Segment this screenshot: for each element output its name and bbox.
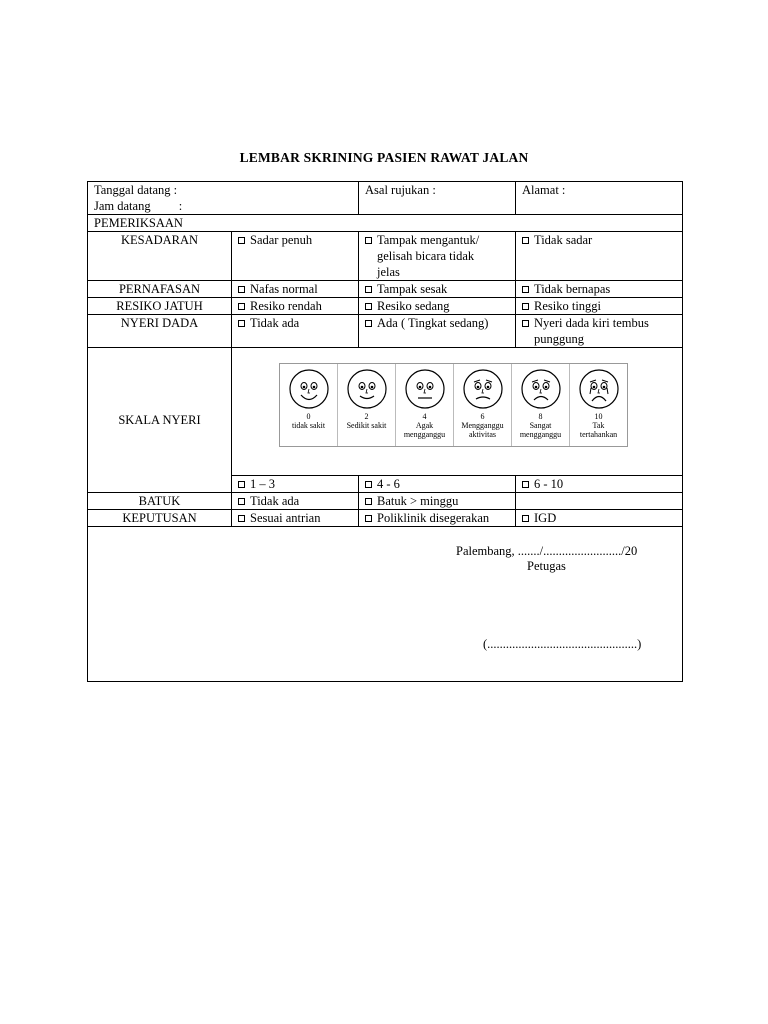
pain-description-cont: mengganggu: [519, 430, 562, 439]
option-poliklinik[interactable]: [359, 510, 516, 527]
option-label: Nyeri dada kiri tembus: [534, 316, 649, 330]
form-title: LEMBAR SKRINING PASIEN RAWAT JALAN: [239, 150, 529, 165]
pain-faces-scale: [279, 363, 628, 447]
option-label: 6 - 10: [534, 477, 564, 491]
option-igd[interactable]: [516, 510, 683, 527]
pain-score: 8: [538, 412, 543, 421]
pain-description: Tak: [592, 421, 605, 430]
option-resiko-sedang[interactable]: [359, 298, 516, 315]
option-skala-6-10[interactable]: [516, 476, 683, 493]
skala-nyeri-label: SKALA NYERI: [88, 348, 232, 493]
option-tidak-bernapas[interactable]: [516, 281, 683, 298]
pain-score: 0: [306, 412, 311, 421]
pernafasan-label: PERNAFASAN: [88, 281, 232, 298]
face-icon: [288, 368, 330, 410]
option-label: 1 – 3: [250, 477, 275, 491]
pain-score: 2: [364, 412, 369, 421]
face-icon: [404, 368, 446, 410]
option-label: Tidak ada: [250, 494, 300, 508]
checkbox-icon[interactable]: [238, 515, 245, 522]
option-label: Resiko rendah: [250, 299, 322, 313]
checkbox-icon[interactable]: [238, 286, 245, 293]
option-resiko-rendah[interactable]: [232, 298, 359, 315]
pain-description: Mengganggu: [461, 421, 504, 430]
pain-score: 10: [594, 412, 603, 421]
option-sadar-penuh[interactable]: [232, 232, 359, 281]
face-icon: [578, 368, 620, 410]
option-label: Sesuai antrian: [250, 511, 321, 525]
option-tampak-sesak[interactable]: [359, 281, 516, 298]
option-skala-1-3[interactable]: [232, 476, 359, 493]
option-batuk-tidak-ada[interactable]: [232, 493, 359, 510]
option-label: Batuk > minggu: [377, 494, 459, 508]
face-icon: [346, 368, 388, 410]
option-label: Nafas normal: [250, 282, 318, 296]
jam-label: Jam datang :: [94, 199, 183, 213]
pain-face-10: [570, 364, 627, 446]
option-label-cont: punggung: [534, 332, 584, 346]
asal-rujukan-label: Asal rujukan :: [365, 183, 436, 197]
signature-line[interactable]: (................................................): [483, 637, 642, 651]
checkbox-icon[interactable]: [522, 320, 529, 327]
option-resiko-tinggi[interactable]: [516, 298, 683, 315]
checkbox-icon[interactable]: [365, 237, 372, 244]
pain-scale-cell: [232, 348, 683, 476]
empty-cell: [516, 493, 683, 510]
option-label: Sadar penuh: [250, 233, 313, 247]
option-nyeri-tembus[interactable]: [516, 315, 683, 348]
signature-cell: [88, 527, 683, 682]
asal-rujukan-cell[interactable]: [359, 182, 516, 215]
pain-face-8: [512, 364, 570, 446]
option-skala-4-6[interactable]: [359, 476, 516, 493]
option-nafas-normal[interactable]: [232, 281, 359, 298]
pain-description-cont: aktivitas: [468, 430, 497, 439]
pain-description: Sangat: [529, 421, 552, 430]
signature-role: Petugas: [527, 559, 566, 573]
option-sesuai-antrian[interactable]: [232, 510, 359, 527]
option-label: Tampak sesak: [377, 282, 448, 296]
option-label: Tampak mengantuk/: [377, 233, 480, 247]
pemeriksaan-heading: PEMERIKSAAN: [88, 215, 683, 232]
resiko-jatuh-label: RESIKO JATUH: [88, 298, 232, 315]
pain-description: tidak sakit: [291, 421, 326, 430]
option-label: 4 - 6: [377, 477, 400, 491]
face-icon: [462, 368, 504, 410]
option-tampak-mengantuk[interactable]: [359, 232, 516, 281]
pain-score: 4: [422, 412, 427, 421]
checkbox-icon[interactable]: [522, 286, 529, 293]
option-label-cont: gelisah bicara tidak: [377, 249, 475, 263]
alamat-label: Alamat :: [522, 183, 566, 197]
kesadaran-label: KESADARAN: [88, 232, 232, 281]
keputusan-label: KEPUTUSAN: [88, 510, 232, 527]
checkbox-icon[interactable]: [522, 481, 529, 488]
option-label: Resiko sedang: [377, 299, 450, 313]
pain-description-cont: tertahankan: [579, 430, 618, 439]
option-label: Tidak sadar: [534, 233, 593, 247]
checkbox-icon[interactable]: [365, 515, 372, 522]
option-label: Ada ( Tingkat sedang): [377, 316, 489, 330]
pain-face-0: [280, 364, 338, 446]
option-batuk-minggu[interactable]: [359, 493, 516, 510]
screening-table: [87, 181, 683, 682]
checkbox-icon[interactable]: [365, 481, 372, 488]
checkbox-icon[interactable]: [365, 286, 372, 293]
batuk-label: BATUK: [88, 493, 232, 510]
checkbox-icon[interactable]: [238, 237, 245, 244]
pain-face-2: [338, 364, 396, 446]
pain-description: Agak: [415, 421, 434, 430]
checkbox-icon[interactable]: [365, 498, 372, 505]
option-label: Tidak bernapas: [534, 282, 611, 296]
face-icon: [520, 368, 562, 410]
pain-face-4: [396, 364, 454, 446]
checkbox-icon[interactable]: [238, 303, 245, 310]
pain-description: Sedikit sakit: [346, 421, 387, 430]
option-label: IGD: [534, 511, 557, 525]
pain-score: 6: [480, 412, 485, 421]
alamat-cell[interactable]: [516, 182, 683, 215]
option-tidak-sadar[interactable]: [516, 232, 683, 281]
pain-description-cont: mengganggu: [403, 430, 446, 439]
checkbox-icon[interactable]: [522, 303, 529, 310]
option-label: Tidak ada: [250, 316, 300, 330]
checkbox-icon[interactable]: [238, 498, 245, 505]
checkbox-icon[interactable]: [238, 481, 245, 488]
checkbox-icon[interactable]: [238, 320, 245, 327]
checkbox-icon[interactable]: [365, 303, 372, 310]
option-label-cont: jelas: [377, 265, 400, 279]
checkbox-icon[interactable]: [522, 237, 529, 244]
pain-face-6: [454, 364, 512, 446]
nyeri-dada-label: NYERI DADA: [88, 315, 232, 348]
option-label: Poliklinik disegerakan: [377, 511, 490, 525]
signature-date[interactable]: Palembang, ......./........................./20: [456, 544, 638, 558]
tanggal-cell[interactable]: [88, 182, 359, 215]
option-nyeri-tidak-ada[interactable]: [232, 315, 359, 348]
option-label: Resiko tinggi: [534, 299, 602, 313]
checkbox-icon[interactable]: [522, 515, 529, 522]
tanggal-label: Tanggal datang :: [94, 183, 178, 197]
checkbox-icon[interactable]: [365, 320, 372, 327]
option-nyeri-ada[interactable]: [359, 315, 516, 348]
